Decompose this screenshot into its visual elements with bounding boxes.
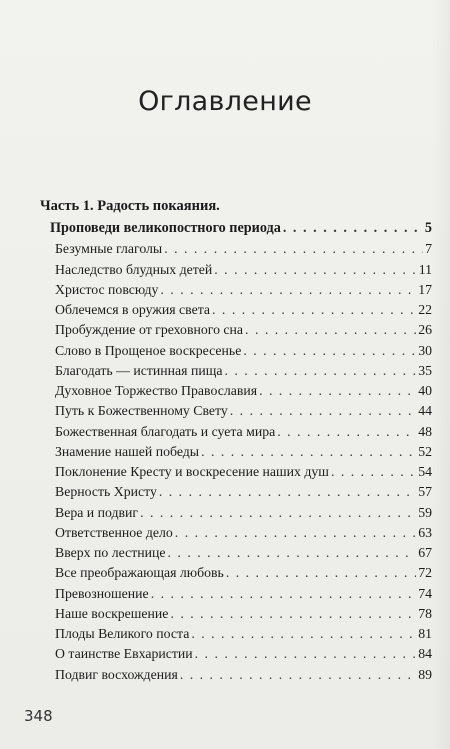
toc-entry-page: 74 — [418, 586, 432, 601]
toc-entry-page: 72 — [418, 565, 432, 580]
toc-entry-page: 22 — [418, 302, 432, 317]
toc-entry-title: Путь к Божественному Свету — [55, 403, 228, 418]
toc-leader-dots — [170, 605, 416, 622]
toc-entry — [55, 402, 432, 419]
toc-leader-dots — [160, 281, 416, 298]
toc-entry — [55, 261, 432, 278]
toc-entry-title: Поклонение Кресту и воскресение наших душ — [55, 464, 329, 479]
toc-entry — [55, 281, 432, 298]
toc-entry — [55, 423, 432, 440]
toc-entry-page: 67 — [418, 545, 432, 560]
toc-entry-title: Превозношение — [55, 586, 149, 601]
toc-leader-dots — [283, 220, 423, 237]
toc-entry-page: 59 — [418, 505, 432, 520]
toc-leader-dots — [164, 240, 423, 257]
toc-entry-page: 35 — [418, 363, 432, 378]
toc-entry — [55, 564, 432, 581]
toc-entry — [55, 544, 432, 561]
toc-leader-dots — [277, 423, 416, 440]
toc-entry — [50, 220, 432, 237]
toc-entry-page: 54 — [418, 464, 432, 479]
page-title: Оглавление — [138, 86, 312, 117]
toc-entry-title: Плоды Великого поста — [55, 626, 190, 641]
toc-entry — [55, 483, 432, 500]
toc-entry-page: 63 — [418, 525, 432, 540]
toc-entry-page: 57 — [418, 484, 432, 499]
toc-leader-dots — [159, 483, 416, 500]
toc-entry-title: Наследство блудных детей — [55, 262, 213, 277]
toc-leader-dots — [230, 402, 416, 419]
toc-entry-title: Вера и подвиг — [55, 505, 139, 520]
toc-entry-title: Божественная благодать и суета мира — [55, 424, 276, 439]
toc-leader-dots — [180, 666, 416, 683]
toc-entry-page: 89 — [418, 667, 432, 682]
toc-leader-dots — [243, 342, 416, 359]
toc-entry-title: Духовное Торжество Православия — [55, 383, 258, 398]
toc-entry-page: 17 — [418, 282, 432, 297]
toc-entry-title: Знамение нашей победы — [55, 444, 200, 459]
toc-entry-title: Проповеди великопостного периода — [50, 220, 281, 236]
toc-entry — [55, 504, 432, 521]
toc-entry-page: 84 — [418, 646, 432, 661]
toc-entry-page: 7 — [425, 241, 432, 256]
toc-entry-title: Благодать — истинная пища — [55, 363, 223, 378]
toc-entry — [55, 625, 432, 642]
toc-entry-title: Наше воскрешение — [55, 606, 169, 621]
toc-leader-dots — [225, 362, 417, 379]
toc-entry — [55, 321, 432, 338]
toc-entry — [55, 362, 432, 379]
toc-entry-title: О таинстве Евхаристии — [55, 646, 193, 661]
toc-entry-title: Безумные глаголы — [55, 241, 163, 256]
toc-entry — [55, 585, 432, 602]
toc-leader-dots — [226, 564, 416, 581]
toc-leader-dots — [259, 382, 416, 399]
toc-entry — [55, 666, 432, 683]
toc-leader-dots — [214, 261, 416, 278]
toc-entry — [55, 443, 432, 460]
toc-leader-dots — [245, 321, 416, 338]
toc-entry — [55, 463, 432, 480]
toc-entry-title: Вверх по лестнице — [55, 545, 166, 560]
toc-entry-page: 30 — [418, 343, 432, 358]
toc-entry-title: Подвиг восхождения — [55, 667, 178, 682]
toc-leader-dots — [168, 544, 417, 561]
toc-entry-page: 5 — [424, 220, 432, 236]
page-edge-shadow — [432, 0, 450, 749]
toc-entry-page: 40 — [418, 383, 432, 398]
toc-entry-title: Слово в Прощеное воскресенье — [55, 343, 242, 358]
toc-leader-dots — [331, 463, 416, 480]
toc-leader-dots — [212, 301, 416, 318]
toc-entry-title: Христос повсюду — [55, 282, 159, 297]
toc-entry-title: Пробуждение от греховного сна — [55, 322, 244, 337]
toc-entry-page: 44 — [418, 403, 432, 418]
toc-entry-title: Верность Христу — [55, 484, 157, 499]
toc-entry-title: Все преображающая любовь — [55, 565, 224, 580]
toc-entry — [55, 301, 432, 318]
toc-entry — [55, 240, 432, 257]
toc-entry-page: 78 — [418, 606, 432, 621]
toc-entry-page: 26 — [418, 322, 432, 337]
toc-entry-page: 52 — [418, 444, 432, 459]
toc-entry — [55, 342, 432, 359]
toc-entry — [55, 645, 432, 662]
toc-entry — [55, 382, 432, 399]
toc-entry-page: 11 — [418, 262, 432, 277]
toc-leader-dots — [175, 524, 416, 541]
part-heading: Часть 1. Радость покаяния. — [40, 198, 220, 214]
toc-entry — [55, 524, 432, 541]
page-number: 348 — [24, 707, 53, 725]
toc-entry-title: Облечемся в оружия света — [55, 302, 211, 317]
toc-entry-title: Ответственное дело — [55, 525, 173, 540]
toc-entry-page: 81 — [418, 626, 432, 641]
toc-entry-page: 48 — [418, 424, 432, 439]
toc-leader-dots — [151, 585, 417, 602]
toc-leader-dots — [191, 625, 416, 642]
toc-leader-dots — [201, 443, 416, 460]
toc-leader-dots — [140, 504, 416, 521]
toc-leader-dots — [195, 645, 417, 662]
toc-entry — [55, 605, 432, 622]
